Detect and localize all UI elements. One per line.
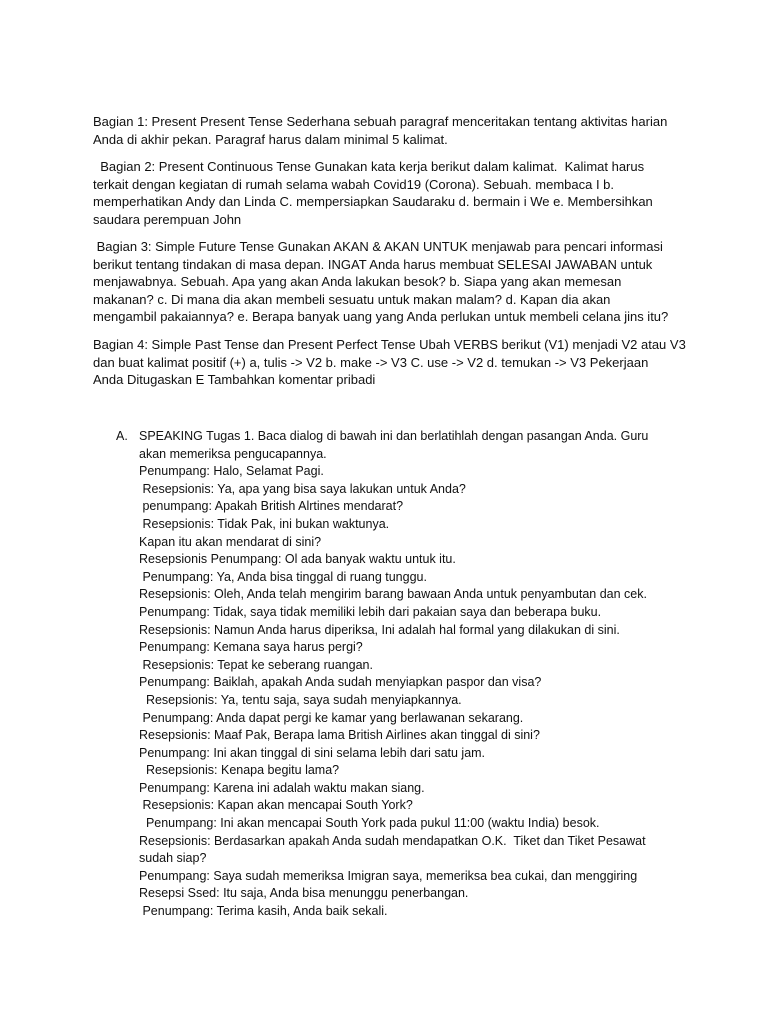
dialog-line: Penumpang: Anda dapat pergi ke kamar yang berlawanan sekarang. xyxy=(139,710,524,725)
text-line: saudara perempuan John xyxy=(93,211,242,227)
dialog-line: Resepsionis: Tidak Pak, ini bukan waktunya. xyxy=(139,516,390,531)
dialog-line: Penumpang: Saya sudah memeriksa Imigran saya, memeriksa bea cukai, dan menggiring xyxy=(139,868,638,883)
text-line: Anda di akhir pekan. Paragraf harus dalam minimal 5 kalimat. xyxy=(93,131,448,147)
text-line: makanan? c. Di mana dia akan membeli sesuatu untuk makan malam? d. Kapan dia akan xyxy=(93,291,611,307)
dialog-line: Resepsionis: Ya, apa yang bisa saya lakukan untuk Anda? xyxy=(139,481,466,496)
dialog-line: Resepsionis: Namun Anda harus diperiksa, Ini adalah hal formal yang dilakukan di sini. xyxy=(139,622,620,637)
dialog-line: Penumpang: Kemana saya harus pergi? xyxy=(139,640,363,655)
dialog-line: Penumpang: Baiklah, apakah Anda sudah menyiapkan paspor dan visa? xyxy=(139,675,542,690)
dialog-line: Resepsionis: Kenapa begitu lama? xyxy=(139,763,340,778)
text-line: memperhatikan Andy dan Linda C. mempersiapkan Saudaraku d. bermain i We e. Membersihkan xyxy=(93,194,653,210)
dialog-line: Penumpang: Ini akan mencapai South York pada pukul 11:00 (waktu India) besok. xyxy=(139,816,600,831)
text-line: menjawabnya. Sebuah. Apa yang akan Anda lakukan besok? b. Siapa yang akan memesan xyxy=(93,274,622,290)
text-line: Bagian 3: Simple Future Tense Gunakan AKAN & AKAN UNTUK menjawab para pencari informasi xyxy=(93,239,663,254)
text-line: mengambil pakaiannya? e. Berapa banyak uang yang Anda perlukan untuk membeli celana jins itu? xyxy=(93,309,669,325)
text-line: Anda Ditugaskan E Tambahkan komentar pribadi xyxy=(93,372,376,388)
dialog-line: Resepsionis: Kapan akan mencapai South York? xyxy=(139,798,413,813)
text-line: Bagian 4: Simple Past Tense dan Present Perfect Tense Ubah VERBS berikut (V1) menjadi V2 atau V3 xyxy=(93,337,686,352)
dialog-line: Kapan itu akan mendarat di sini? xyxy=(139,534,322,549)
dialog-line: penumpang: Apakah British Alrtines mendarat? xyxy=(139,499,404,514)
text-line: berikut tentang tindakan di masa depan. INGAT Anda harus membuat SELESAI JAWABAN untuk xyxy=(93,256,653,272)
dialog-line: Resepsi Ssed: Itu saja, Anda bisa menunggu penerbangan. xyxy=(139,886,469,901)
speaking-instruction-line: SPEAKING Tugas 1. Baca dialog di bawah ini dan berlatihlah dengan pasangan Anda. Guru xyxy=(139,429,649,443)
dialog-line: Penumpang: Halo, Selamat Pagi. xyxy=(139,464,324,479)
bagian-3-paragraph xyxy=(93,238,683,326)
bagian-1-paragraph xyxy=(93,113,683,148)
dialog-line: Penumpang: Ya, Anda bisa tinggal di ruang tunggu. xyxy=(139,569,427,584)
dialog-line: Resepsionis: Ya, tentu saja, saya sudah menyiapkannya. xyxy=(139,692,462,707)
dialog-line: Penumpang: Karena ini adalah waktu makan siang. xyxy=(139,780,425,795)
dialog-line: Resepsionis Penumpang: Ol ada banyak waktu untuk itu. xyxy=(139,552,456,567)
speaking-dialog xyxy=(139,428,699,921)
dialog-line: Penumpang: Terima kasih, Anda baik sekali. xyxy=(139,904,388,919)
speaking-instruction-line: akan memeriksa pengucapannya. xyxy=(139,446,327,461)
text-line: dan buat kalimat positif (+) a, tulis -> V2 b. make -> V3 C. use -> V2 d. temukan -> V3 Pekerjaan xyxy=(93,354,649,370)
text-line: Bagian 1: Present Present Tense Sederhana sebuah paragraf menceritakan tentang aktivitas harian xyxy=(93,114,668,129)
text-line: Bagian 2: Present Continuous Tense Gunakan kata kerja berikut dalam kalimat. Kalimat harus xyxy=(93,159,645,174)
dialog-line: Resepsionis: Tepat ke seberang ruangan. xyxy=(139,657,373,672)
bagian-2-paragraph xyxy=(93,158,683,228)
bagian-4-paragraph xyxy=(93,336,686,389)
dialog-line: Resepsionis: Berdasarkan apakah Anda sudah mendapatkan O.K. Tiket dan Tiket Pesawat xyxy=(139,833,646,848)
dialog-line: Resepsionis: Maaf Pak, Berapa lama British Airlines akan tinggal di sini? xyxy=(139,728,540,743)
text-line: terkait dengan kegiatan di rumah selama wabah Covid19 (Corona). Sebuah. membaca I b. xyxy=(93,176,615,192)
dialog-line: Penumpang: Ini akan tinggal di sini selama lebih dari satu jam. xyxy=(139,745,486,760)
dialog-line: Resepsionis: Oleh, Anda telah mengirim barang bawaan Anda untuk penyambutan dan cek. xyxy=(139,587,647,602)
list-marker: A. xyxy=(116,429,128,443)
dialog-line: sudah siap? xyxy=(139,851,207,866)
dialog-line: Penumpang: Tidak, saya tidak memiliki lebih dari pakaian saya dan beberapa buku. xyxy=(139,604,602,619)
